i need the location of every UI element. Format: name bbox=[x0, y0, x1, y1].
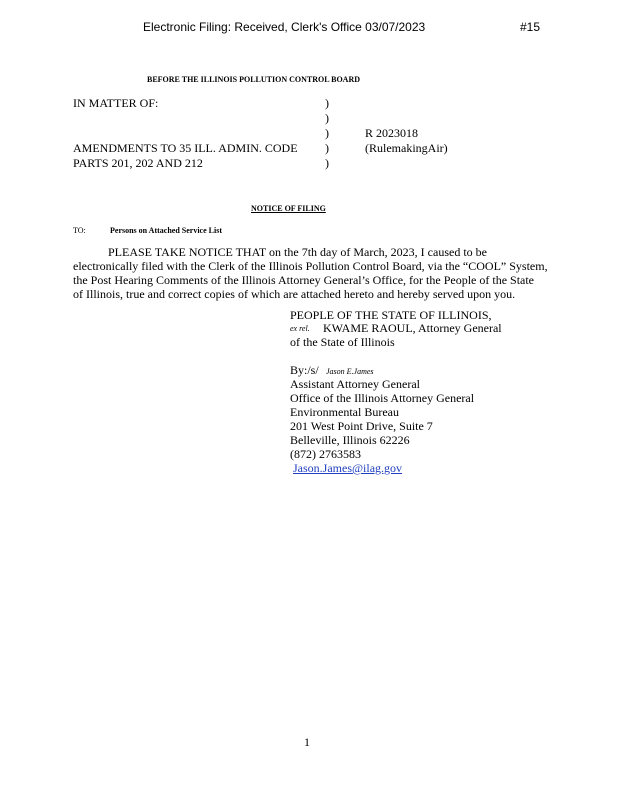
caption-paren-3: ) bbox=[325, 126, 329, 140]
in-matter-of: IN MATTER OF: bbox=[73, 96, 159, 110]
phone-line: (872) 2763583 bbox=[290, 447, 361, 461]
case-type: (RulemakingAir) bbox=[365, 141, 448, 155]
caption-paren-4: ) bbox=[325, 141, 329, 155]
caption-paren-5: ) bbox=[325, 156, 329, 170]
office-line: Office of the Illinois Attorney General bbox=[290, 391, 475, 405]
address-line: 201 West Point Drive, Suite 7 bbox=[290, 419, 433, 433]
people-line: PEOPLE OF THE STATE OF ILLINOIS, bbox=[290, 308, 492, 322]
document-number: #15 bbox=[520, 20, 541, 34]
body-line-4: of Illinois, true and correct copies of which are attached hereto and hereby served upon you. bbox=[73, 287, 516, 301]
board-title: BEFORE THE ILLINOIS POLLUTION CONTROL BOARD bbox=[147, 75, 361, 84]
notice-title: NOTICE OF FILING bbox=[251, 204, 326, 213]
amendments-line-1: AMENDMENTS TO 35 ILL. ADMIN. CODE bbox=[73, 141, 298, 155]
state-line: of the State of Illinois bbox=[290, 335, 395, 349]
case-number: R 2023018 bbox=[365, 126, 419, 140]
caption-paren-1: ) bbox=[325, 96, 329, 110]
signer-title: Assistant Attorney General bbox=[290, 377, 420, 391]
to-value: Persons on Attached Service List bbox=[110, 226, 222, 235]
body-line-3: the Post Hearing Comments of the Illinois Attorney General’s Office, for the People of the State bbox=[73, 273, 535, 287]
ex-rel: ex rel. bbox=[290, 324, 310, 333]
body-line-2: electronically filed with the Clerk of the Illinois Pollution Control Board, via the “COOL” System, bbox=[73, 259, 548, 273]
to-label: TO: bbox=[73, 226, 86, 235]
email-link[interactable]: Jason.James@ilag.gov bbox=[293, 461, 403, 475]
by-label: By:/s/ bbox=[290, 363, 319, 377]
amendments-line-2: PARTS 201, 202 AND 212 bbox=[73, 156, 203, 170]
caption-paren-2: ) bbox=[325, 111, 329, 125]
body-line-1: PLEASE TAKE NOTICE THAT on the 7th day of March, 2023, I caused to be bbox=[108, 245, 487, 259]
signer-name: Jason E.James bbox=[326, 367, 374, 376]
page-number: 1 bbox=[304, 735, 310, 749]
city-line: Belleville, Illinois 62226 bbox=[290, 433, 410, 447]
bureau-line: Environmental Bureau bbox=[290, 405, 399, 419]
filing-stamp: Electronic Filing: Received, Clerk's Office 03/07/2023 bbox=[143, 20, 426, 34]
attorney-general-line: KWAME RAOUL, Attorney General bbox=[323, 321, 502, 335]
